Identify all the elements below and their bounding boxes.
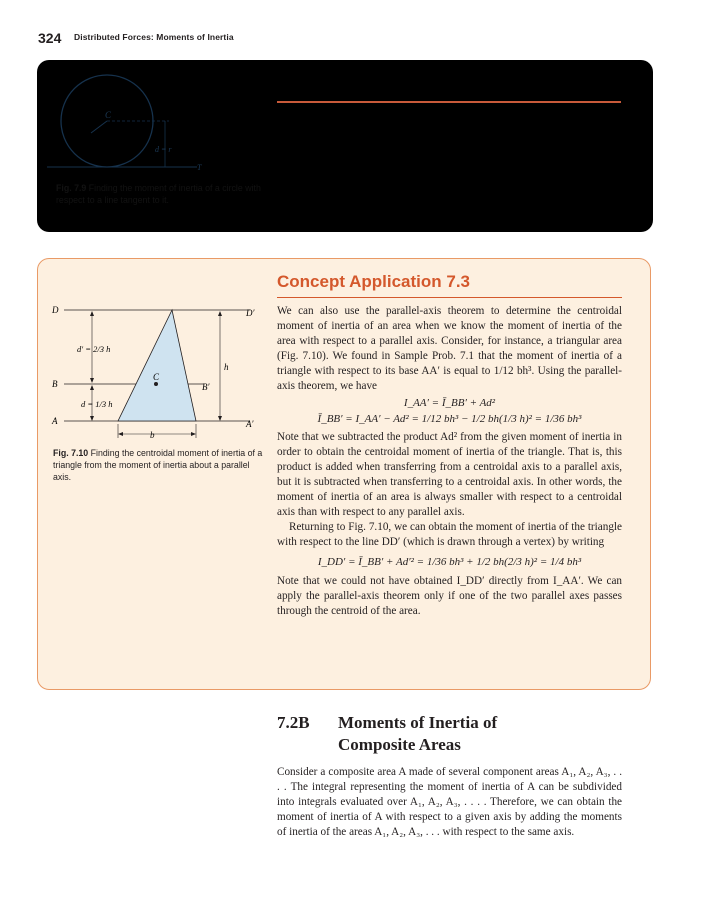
equation: I_DD′ = Ī_BB′ + Ad′² = 1/36 bh³ + 1/2 bh(2/3 h)² = 1/4 bh³ [317, 556, 582, 568]
arrow [218, 416, 222, 421]
label-Aprime: A′ [246, 419, 254, 429]
arrow [218, 311, 222, 316]
section-body [277, 765, 622, 840]
paragraph: Note that we could not have obtained I_DD′ directly from I_AA′. We can apply the parallel-axis theorem only if one of the two parallel axes passes through the centroid of the area. [277, 575, 622, 617]
centroid-dot [154, 382, 158, 386]
triangle-shape [118, 310, 196, 421]
distance-label: d = r [155, 145, 172, 154]
label-B: B [52, 379, 58, 389]
label-D: D [52, 305, 59, 315]
caption-text: Finding the centroidal moment of inertia of a triangle from the moment of inertia about a parallel axis. [53, 448, 263, 482]
paragraph: Consider a composite area A made of several component areas A₁, A₂, A₃, . . . . The integral representing the moment of inertia of A can be subdivided into integrals evaluated over A₁, A₂, A₃, . . . . Therefore, we can obtain the moment of inertia of A with respect to a given axis by adding the moments of inertia of the areas A₁, A₂, A₃, . . . with respect to the same axis. [277, 766, 622, 838]
arrow [90, 385, 94, 390]
label-b: b [150, 430, 155, 440]
running-title: Distributed Forces: Moments of Inertia [74, 32, 234, 42]
label-C: C [153, 372, 160, 382]
label-d: d = 1/3 h [81, 399, 113, 409]
figure-7-10-diagram [50, 300, 275, 445]
caption-number: Fig. 7.9 [56, 183, 87, 193]
center-label: C [105, 110, 112, 120]
caption-number: Fig. 7.10 [53, 448, 89, 458]
figure-7-9-caption [56, 182, 261, 206]
paragraph: Note that we subtracted the product Ad² from the given moment of inertia in order to obtain the centroidal moment of inertia of the triangle. That is, this product is added when transferring from a centroidal axis to a parallel axis, but it is subtracted when transferring to a centroidal axis. In other words, the moment of inertia of an area is always smaller with respect to a centroidal axis than with respect to any parallel axis. [277, 431, 622, 518]
concept-body [277, 304, 622, 619]
label-A: A [52, 416, 58, 426]
caption-text: Finding the moment of inertia of a circle with respect to a line tangent to it. [56, 183, 261, 205]
arrow [118, 432, 123, 436]
figure-7-10-caption [53, 447, 265, 483]
arrow [90, 378, 94, 383]
paragraph: Returning to Fig. 7.10, we can obtain the moment of inertia of the triangle with respect to the line DD′ (which is drawn through a vertex) by writing [277, 521, 622, 548]
figure-7-9-diagram [37, 60, 653, 232]
page-number: 324 [38, 30, 62, 46]
section-heading [277, 712, 497, 756]
label-Bprime: B′ [202, 382, 210, 392]
section-number: 7.2B [277, 713, 310, 732]
radius-line [91, 121, 107, 133]
arrow [191, 432, 196, 436]
arrow [90, 311, 94, 316]
section-title-line1: Moments of Inertia of [338, 713, 498, 732]
equation: Ī_BB′ = I_AA′ − Ad² = 1/12 bh³ − 1/2 bh(1/3 h)² = 1/36 bh³ [317, 413, 582, 425]
label-dprime: d′ = 2/3 h [77, 344, 111, 354]
equation: I_AA′ = Ī_BB′ + Ad² [403, 397, 496, 409]
label-Dprime: D′ [246, 308, 255, 318]
paragraph: We can also use the parallel-axis theorem to determine the centroidal moment of inertia of an area when we know the moment of inertia of the area with respect to a parallel axis. Consider, for instance, a triangular area (Fig. 7.10). We found in Sample Prob. 7.1 that the moment of inertia of a triangle with respect to its base AA′ is equal to 1/12 bh³. Using the parallel-axis theorem, we have [277, 305, 622, 392]
arrow [90, 416, 94, 421]
panel-rule [277, 101, 621, 103]
tangent-label: T [197, 163, 202, 172]
label-h: h [224, 362, 229, 372]
section-title-line2: Composite Areas [338, 735, 461, 754]
concept-title: Concept Application 7.3 [277, 272, 471, 291]
concept-title-rule [277, 297, 622, 298]
